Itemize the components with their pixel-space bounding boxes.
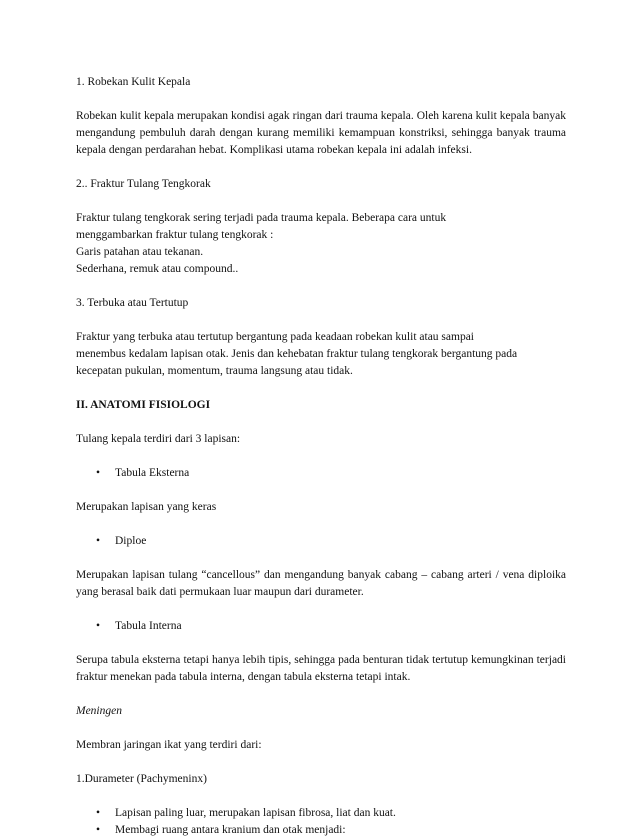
paragraph-tulang-kepala: Tulang kepala terdiri dari 3 lapisan:	[76, 433, 241, 445]
list-item-label: Lapisan paling luar, merupakan lapisan fibrosa, liat dan kuat.	[115, 807, 396, 819]
paragraph-line: Fraktur yang terbuka atau tertutup bergantung pada keadaan robekan kulit atau sampai	[76, 331, 474, 343]
paragraph-tabula-eksterna: Merupakan lapisan yang keras	[76, 501, 217, 513]
heading-meningen: Meningen	[76, 705, 122, 717]
paragraph-line: menggambarkan fraktur tulang tengkorak :	[76, 229, 274, 241]
bullet-list	[76, 465, 566, 482]
paragraph-diploe: Merupakan lapisan tulang “cancellous” dan mengandung banyak cabang – cabang arteri / vena diploika yang berasal baik dati permukaan luar maupun dari durameter.	[76, 569, 566, 598]
paragraph-terbuka	[76, 329, 566, 380]
paragraph-line: Garis patahan atau tekanan.	[76, 246, 204, 258]
list-item-label: Tabula Eksterna	[115, 467, 190, 479]
paragraph-line: Fraktur tulang tengkorak sering terjadi pada trauma kepala. Beberapa cara untuk	[76, 212, 447, 224]
bullet-icon: •	[96, 824, 101, 836]
heading-durameter: 1.Durameter (Pachymeninx)	[76, 773, 207, 785]
bullet-icon: •	[96, 535, 101, 547]
list-item-label: Membagi ruang antara kranium dan otak menjadi:	[115, 824, 346, 836]
bullet-icon: •	[96, 467, 101, 479]
paragraph-membran: Membran jaringan ikat yang terdiri dari:	[76, 739, 262, 751]
heading-fraktur-tulang-tengkorak: 2.. Fraktur Tulang Tengkorak	[76, 178, 211, 190]
list-item-label: Diploe	[115, 535, 147, 547]
list-item-label: Tabula Interna	[115, 620, 182, 632]
document-page	[76, 74, 566, 839]
paragraph-tabula-interna: Serupa tabula eksterna tetapi hanya lebih tipis, sehingga pada benturan tidak tertutup kemungkinan terjadi fraktur menekan pada tabula interna, dengan tabula eksterna tetapi intak.	[76, 654, 566, 683]
bullet-list	[76, 805, 566, 839]
paragraph-fraktur	[76, 210, 566, 278]
heading-robekan-kulit-kepala: 1. Robekan Kulit Kepala	[76, 76, 191, 88]
list-item	[76, 533, 566, 550]
bullet-icon: •	[96, 807, 101, 819]
list-item	[76, 805, 566, 822]
heading-terbuka-tertutup: 3. Terbuka atau Tertutup	[76, 297, 189, 309]
list-item	[76, 822, 566, 839]
bullet-list	[76, 533, 566, 550]
paragraph-robekan: Robekan kulit kepala merupakan kondisi agak ringan dari trauma kepala. Oleh karena kulit kepala banyak mengandung pembuluh darah dengan kurang memiliki kemampuan konstriksi, sehingga banyak trauma kepala dengan perdarahan hebat. Komplikasi utama robekan kepala ini adalah infeksi.	[76, 110, 566, 156]
paragraph-line: kecepatan pukulan, momentum, trauma langsung atau tidak.	[76, 365, 353, 377]
list-item	[76, 618, 566, 635]
bullet-list	[76, 618, 566, 635]
section-heading-anatomi: II. ANATOMI FISIOLOGI	[76, 399, 211, 411]
bullet-icon: •	[96, 620, 101, 632]
paragraph-line: menembus kedalam lapisan otak. Jenis dan kehebatan fraktur tulang tengkorak bergantung pada	[76, 348, 518, 360]
list-item	[76, 465, 566, 482]
paragraph-line: Sederhana, remuk atau compound..	[76, 263, 239, 275]
